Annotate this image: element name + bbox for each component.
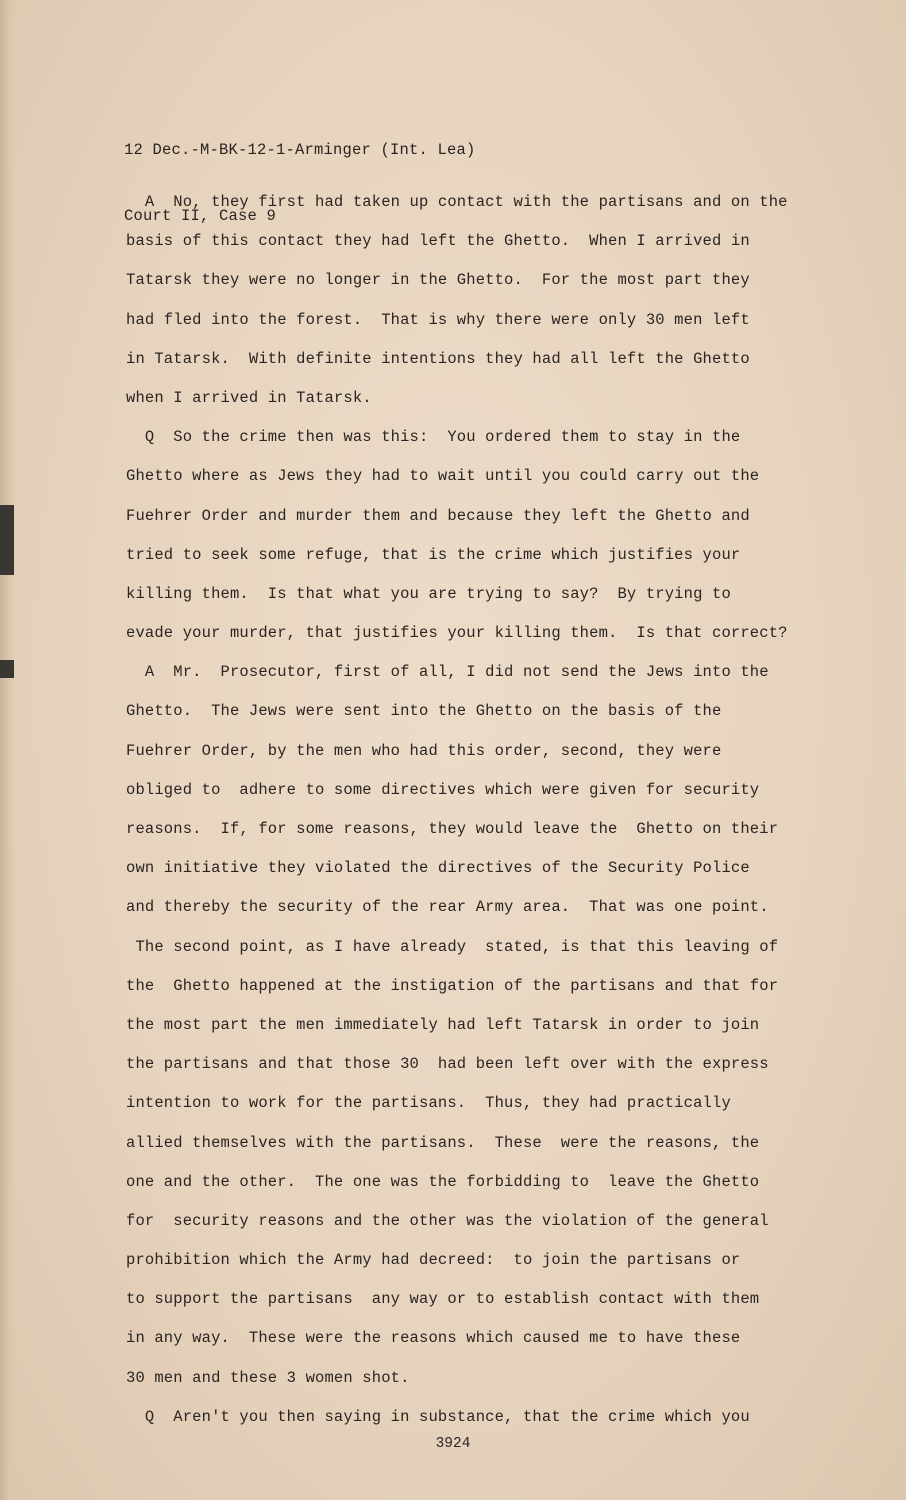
transcript-line: one and the other. The one was the forbidding to leave the Ghetto [126, 1172, 760, 1191]
transcript-line: reasons. If, for some reasons, they would leave the Ghetto on their [126, 820, 779, 838]
transcript-line: intention to work for the partisans. Thus, they had practically [126, 1094, 731, 1113]
header-reference: 12 Dec.-M-BK-12-1-Arminger (Int. Lea) [124, 141, 476, 159]
transcript-line: The second point, as I have already stated, is that this leaving of [126, 937, 779, 956]
transcript-line: Tatarsk they were no longer in the Ghetto. For the most part they [126, 271, 750, 290]
transcript-line: Fuehrer Order, by the men who had this order, second, they were [126, 741, 722, 760]
binding-mark [0, 660, 14, 678]
transcript-line: basis of this contact they had left the Ghetto. When I arrived in [126, 232, 750, 251]
transcript-line: 30 men and these 3 women shot. [126, 1368, 410, 1387]
transcript-line: Ghetto where as Jews they had to wait until you could carry out the [126, 467, 760, 486]
transcript-line: obliged to adhere to some directives which were given for security [126, 780, 760, 799]
transcript-line: the most part the men immediately had left Tatarsk in order to join [126, 1015, 760, 1034]
transcript-line: evade your murder, that justifies your killing them. Is that correct? [126, 624, 788, 643]
transcript-line: tried to seek some refuge, that is the crime which justifies your [126, 545, 741, 564]
transcript-line: when I arrived in Tatarsk. [126, 388, 372, 407]
transcript-line: allied themselves with the partisans. These were the reasons, the [126, 1133, 760, 1152]
transcript-line: Q So the crime then was this: You ordered them to stay in the [126, 428, 741, 447]
transcript-line: for security reasons and the other was the violation of the general [126, 1211, 769, 1230]
page-edge [0, 0, 16, 1500]
transcript-body [126, 190, 826, 1444]
transcript-line: Ghetto. The Jews were sent into the Ghetto on the basis of the [126, 702, 722, 721]
transcript-line: the partisans and that those 30 had been left over with the express [126, 1055, 769, 1074]
transcript-line: A No, they first had taken up contact with the partisans and on the [126, 193, 788, 211]
transcript-line: Q Aren't you then saying in substance, that the crime which you [126, 1407, 750, 1426]
transcript-line: the Ghetto happened at the instigation of the partisans and that for [126, 976, 779, 995]
transcript-line: in any way. These were the reasons which caused me to have these [126, 1329, 741, 1348]
transcript-line: had fled into the forest. That is why there were only 30 men left [126, 310, 750, 329]
transcript-line: in Tatarsk. With definite intentions they had all left the Ghetto [126, 349, 750, 368]
transcript-line: prohibition which the Army had decreed: to join the partisans or [126, 1251, 741, 1270]
transcript-line: Fuehrer Order and murder them and because they left the Ghetto and [126, 506, 750, 525]
page-number: 3924 [435, 1436, 471, 1452]
header-court-case: Court II, Case 9 [124, 207, 277, 225]
transcript-line: killing them. Is that what you are trying to say? By trying to [126, 584, 731, 603]
transcript-line: A Mr. Prosecutor, first of all, I did not send the Jews into the [126, 663, 769, 682]
transcript-line: own initiative they violated the directives of the Security Police [126, 859, 750, 878]
transcript-line: and thereby the security of the rear Army area. That was one point. [126, 898, 769, 917]
binding-mark [0, 505, 14, 575]
transcript-line: to support the partisans any way or to establish contact with them [126, 1290, 760, 1309]
